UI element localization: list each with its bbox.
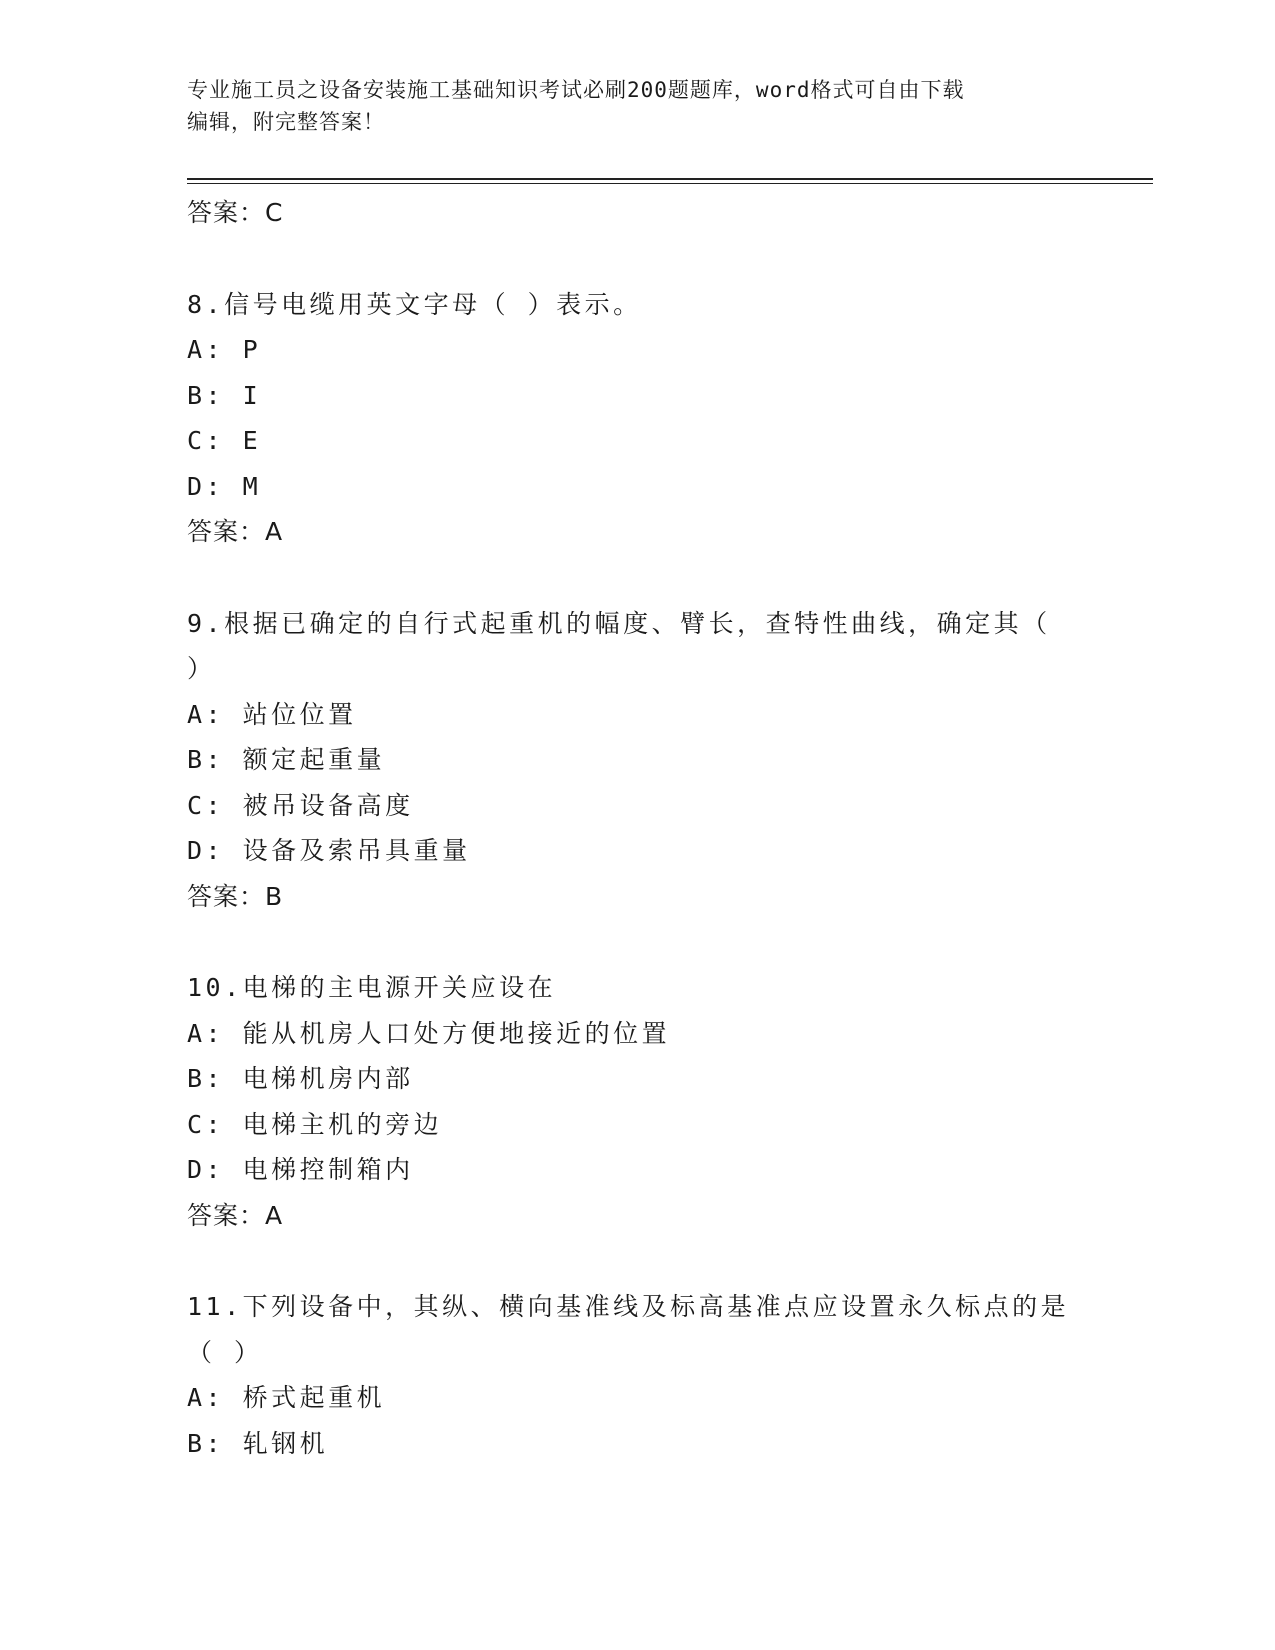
option-a: A: P bbox=[187, 335, 262, 364]
question-9 bbox=[187, 601, 1087, 920]
question-stem: 11.下列设备中，其纵、横向基准线及标高基准点应设置永久标点的是 bbox=[187, 1292, 1070, 1321]
spacer bbox=[187, 1238, 1087, 1284]
question-11 bbox=[187, 1284, 1087, 1466]
option-a: A: 能从机房人口处方便地接近的位置 bbox=[187, 1018, 671, 1048]
question-8 bbox=[187, 282, 1087, 555]
answer-line: 答案：C bbox=[187, 198, 284, 227]
question-stem-continued: （ ） bbox=[187, 1337, 263, 1367]
option-a: A: 桥式起重机 bbox=[187, 1383, 386, 1412]
option-c: C: 电梯主机的旁边 bbox=[187, 1109, 443, 1139]
question-stem: 10.电梯的主电源开关应设在 bbox=[187, 973, 557, 1002]
header-line-1: 专业施工员之设备安装施工基础知识考试必刷200题题库，word格式可自由下载 bbox=[187, 78, 965, 102]
option-d: D: 设备及索吊具重量 bbox=[187, 836, 471, 865]
option-b: B: 额定起重量 bbox=[187, 745, 386, 774]
question-stem: 9.根据已确定的自行式起重机的幅度、臂长，查特性曲线，确定其（ bbox=[187, 608, 1051, 638]
header-divider bbox=[187, 178, 1153, 180]
question-stem-continued: ） bbox=[187, 654, 216, 683]
spacer bbox=[187, 919, 1087, 965]
question-10 bbox=[187, 965, 1087, 1238]
option-b: B: I bbox=[187, 380, 262, 410]
option-c: C: E bbox=[187, 426, 262, 455]
option-b: B: 电梯机房内部 bbox=[187, 1064, 414, 1093]
option-b: B: 轧钢机 bbox=[187, 1428, 329, 1458]
option-d: D: M bbox=[187, 471, 262, 501]
question-list bbox=[187, 190, 1087, 1466]
option-d: D: 电梯控制箱内 bbox=[187, 1155, 414, 1184]
answer-line: 答案：A bbox=[187, 517, 284, 546]
header-line-2: 编辑，附完整答案！ bbox=[187, 110, 385, 134]
spacer bbox=[187, 555, 1087, 601]
document-header bbox=[187, 74, 1067, 138]
spacer bbox=[187, 236, 1087, 282]
option-a: A: 站位位置 bbox=[187, 699, 357, 729]
answer-line: 答案：A bbox=[187, 1200, 284, 1230]
option-c: C: 被吊设备高度 bbox=[187, 790, 414, 820]
question-stem: 8.信号电缆用英文字母（ ）表示。 bbox=[187, 289, 642, 319]
header-divider-thin bbox=[187, 183, 1153, 184]
answer-line: 答案：B bbox=[187, 881, 284, 911]
